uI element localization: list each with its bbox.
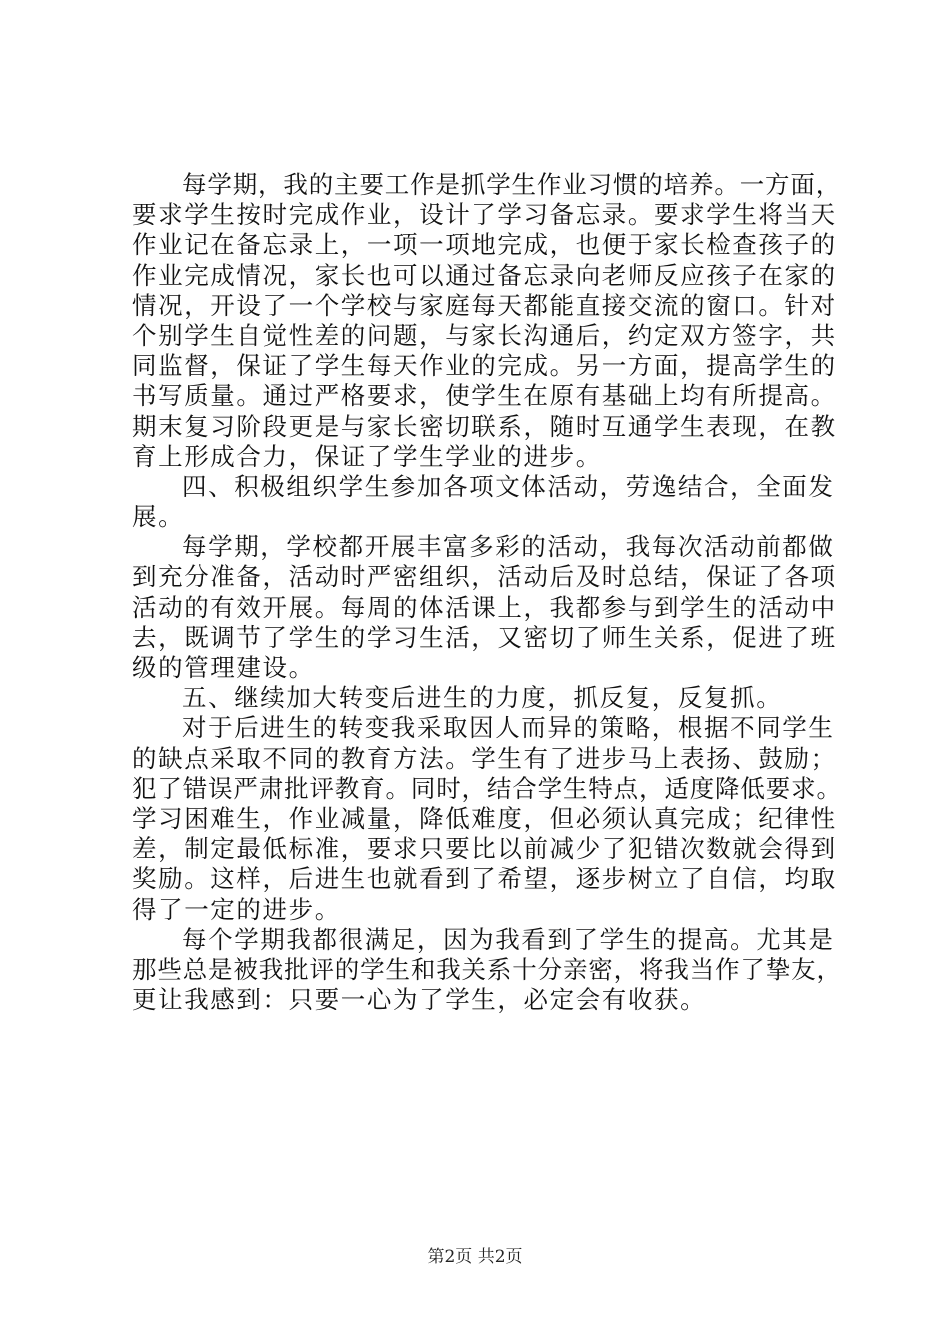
text-line: 去，既调节了学生的学习生活，又密切了师生关系，促进了班: [132, 622, 837, 652]
text-line: 作业完成情况，家长也可以通过备忘录向老师反应孩子在家的: [132, 260, 837, 290]
page-footer: 第2页 共2页: [427, 1247, 523, 1267]
text-line: 展。: [132, 502, 185, 532]
text-line: 的缺点采取不同的教育方法。学生有了进步马上表扬、鼓励；: [132, 743, 837, 773]
text-line: 活动的有效开展。每周的体活课上，我都参与到学生的活动中: [132, 592, 837, 622]
text-line: 五、继续加大转变后进生的力度，抓反复，反复抓。: [182, 683, 783, 713]
document-body: [132, 170, 844, 1015]
text-line: 个别学生自觉性差的问题，与家长沟通后，约定双方签字，共: [132, 320, 837, 350]
text-line: 四、积极组织学生参加各项文体活动，劳逸结合，全面发: [182, 471, 835, 501]
text-line: 得了一定的进步。: [132, 894, 341, 924]
text-line: 级的管理建设。: [132, 653, 315, 682]
text-line: 育上形成合力，保证了学生学业的进步。: [132, 441, 602, 471]
text-line: 每学期，我的主要工作是抓学生作业习惯的培养。一方面，: [182, 170, 842, 199]
text-line: 每个学期我都很满足，因为我看到了学生的提高。尤其是: [182, 924, 835, 954]
text-line: 奖励。这样，后进生也就看到了希望，逐步树立了自信，均取: [132, 864, 837, 894]
text-line: 差，制定最低标准，要求只要比以前减少了犯错次数就会得到: [132, 834, 837, 864]
text-line: 犯了错误严肃批评教育。同时，结合学生特点，适度降低要求。: [132, 773, 842, 803]
text-line: 到充分准备，活动时严密组织，活动后及时总结，保证了各项: [132, 562, 837, 592]
text-line: 每学期，学校都开展丰富多彩的活动，我每次活动前都做: [182, 532, 835, 562]
text-line: 对于后进生的转变我采取因人而异的策略，根据不同学生: [182, 713, 835, 743]
text-line: 要求学生按时完成作业，设计了学习备忘录。要求学生将当天: [132, 200, 837, 230]
text-line: 同监督，保证了学生每天作业的完成。另一方面，提高学生的: [132, 351, 837, 381]
text-line: 书写质量。通过严格要求，使学生在原有基础上均有所提高。: [132, 381, 837, 411]
text-line: 期末复习阶段更是与家长密切联系，随时互通学生表现，在教: [132, 411, 837, 441]
text-line: 作业记在备忘录上，一项一项地完成，也便于家长检查孩子的: [132, 230, 837, 260]
text-line: 情况，开设了一个学校与家庭每天都能直接交流的窗口。针对: [132, 290, 837, 320]
text-line: 那些总是被我批评的学生和我关系十分亲密，将我当作了挚友，: [132, 954, 842, 984]
text-line: 更让我感到：只要一心为了学生，必定会有收获。: [132, 985, 707, 1015]
text-line: 学习困难生，作业减量，降低难度，但必须认真完成；纪律性: [132, 803, 837, 833]
